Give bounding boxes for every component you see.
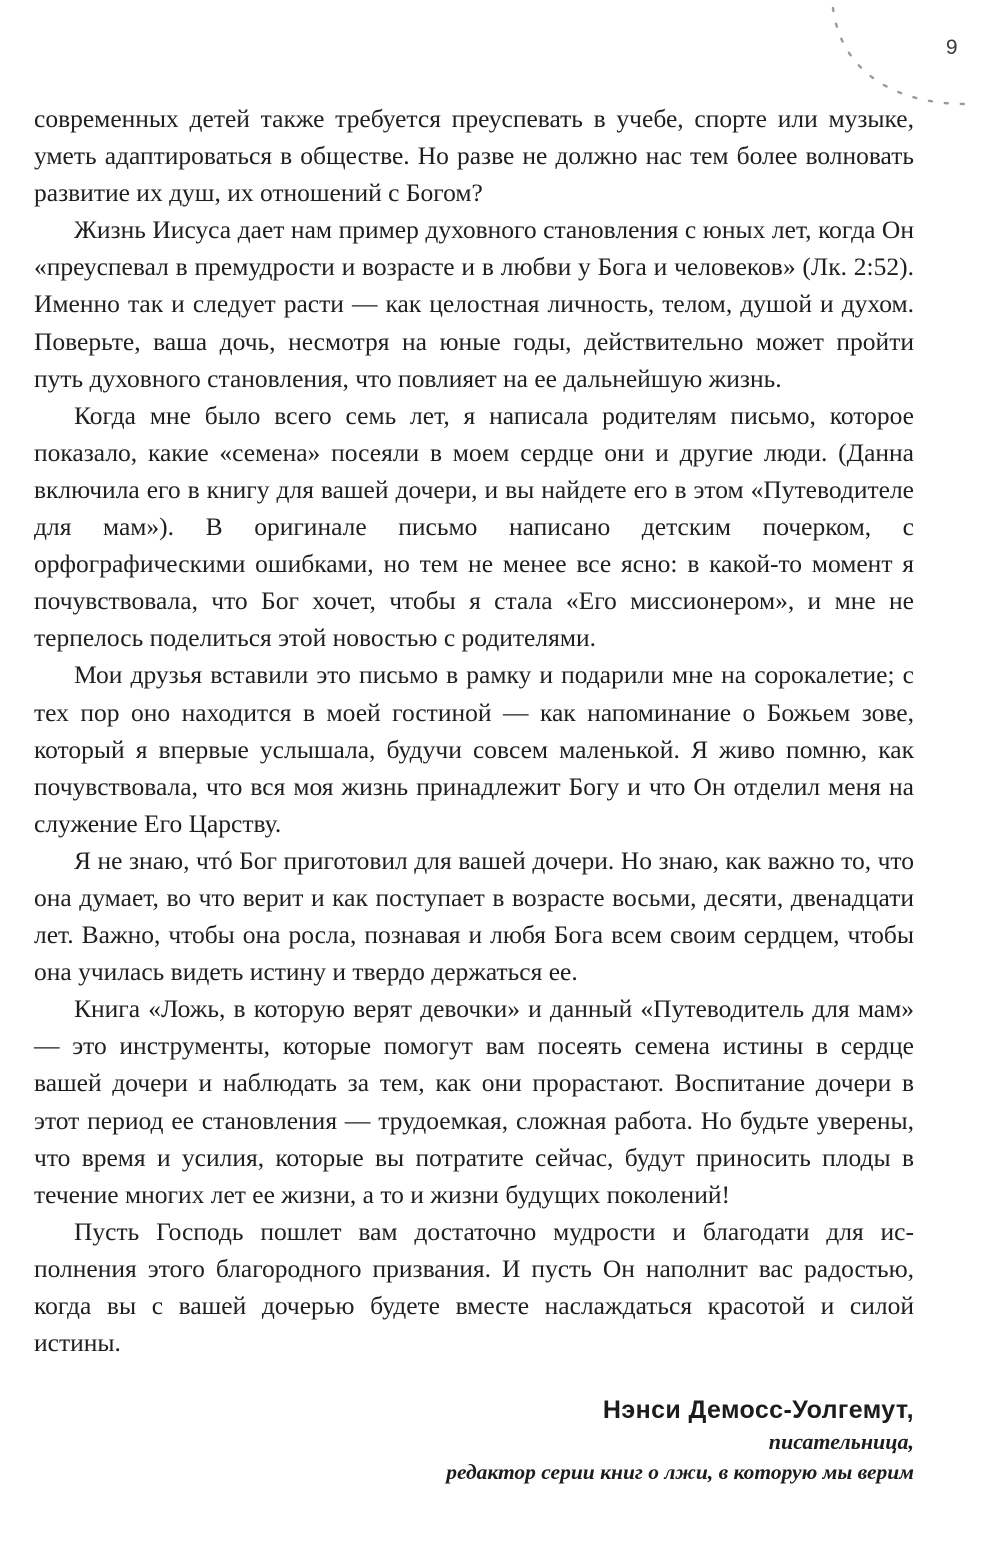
signature-block [34, 1395, 914, 1487]
paragraph-7: Пусть Господь пошлет вам достаточно мудрости и благодати для исполнения этого благородного призвания. И пусть Он наполнит вас радостью, когда вы с вашей дочерью будете вместе наслаждаться красотой и силой истины. [34, 1216, 914, 1358]
paragraph-5: Я не знаю, чтó Бог приготовил для вашей дочери. Но знаю, как важно то, что она думает, во что верит и как поступает в возрасте восьми, десяти, двенадцати лет. Важно, чтобы она росла, познавая и любя Бога всем своим сердцем, чтобы она училась видеть истину и твердо держаться ее. [34, 845, 914, 987]
page-body [34, 100, 914, 1487]
signature-author-name: Нэнси Демосс-Уолгемут, [602, 1396, 914, 1425]
paragraph-2: Жизнь Иисуса дает нам пример духовного становления с юных лет, когда Он «преуспевал в премудрости и возрасте и в любви у Бога и человеков» (Лк. 2:52). Именно так и следует расти — как целостная личность, телом, душой и духом. Поверьте, ваша дочь, несмотря на юные годы, действительно может пройти путь духовного становления, что повлияет на ее дальнейшую жизнь. [34, 215, 914, 393]
paragraph-4: Мои друзья вставили это письмо в рамку и подарили мне на сорокалетие; с тех пор оно находится в моей гостиной — как напоминание о Божьем зове, который я впервые услышала, будучи совсем маленькой. Я живо помню, как почувствовала, что вся моя жизнь принадлежит Богу и что Он отделил меня на служение Его Царству. [34, 660, 914, 838]
signature-author-role: писательница, [768, 1429, 914, 1455]
paragraph-6: Книга «Ложь, в которую верят девочки» и данный «Путеводитель для мам» — это инструменты, которые помогут вам посеять семена истины в сердце вашей дочери и наблюдать за тем, как они прорастают. Воспитание дочери в этот период ее становления — трудоемкая, сложная работа. Но будьте уверены, что время и усилия, которые вы потратите сейчас, будут приносить плоды в течение многих лет ее жизни, а то и жизни будущих поколений! [34, 994, 914, 1209]
page-number: 9 [945, 36, 958, 59]
signature-author-subtitle: редактор серии книг о лжи, в которую мы верим [446, 1460, 914, 1485]
paragraph-3: Когда мне было всего семь лет, я написала родителям письмо, которое показало, какие «семена» посеяли в моем сердце они и другие люди. (Данна включила его в книгу для вашей дочери, и вы найдете его в этом «Путеводителе для мам»). В оригинале письмо написано детским почерком, с орфографическими ошибками, но тем не менее все ясно: в какой-то момент я почувствовала, что Бог хочет, чтобы я стала «Его миссионером», и мне не терпелось поделиться этой новостью с родителями. [34, 400, 914, 653]
paragraph-1: современных детей также требуется преуспевать в учебе, спорте или музыке, уметь адаптироваться в обществе. Но разве не должно нас тем более волновать развитие их душ, их отношений с Богом? [34, 104, 914, 208]
